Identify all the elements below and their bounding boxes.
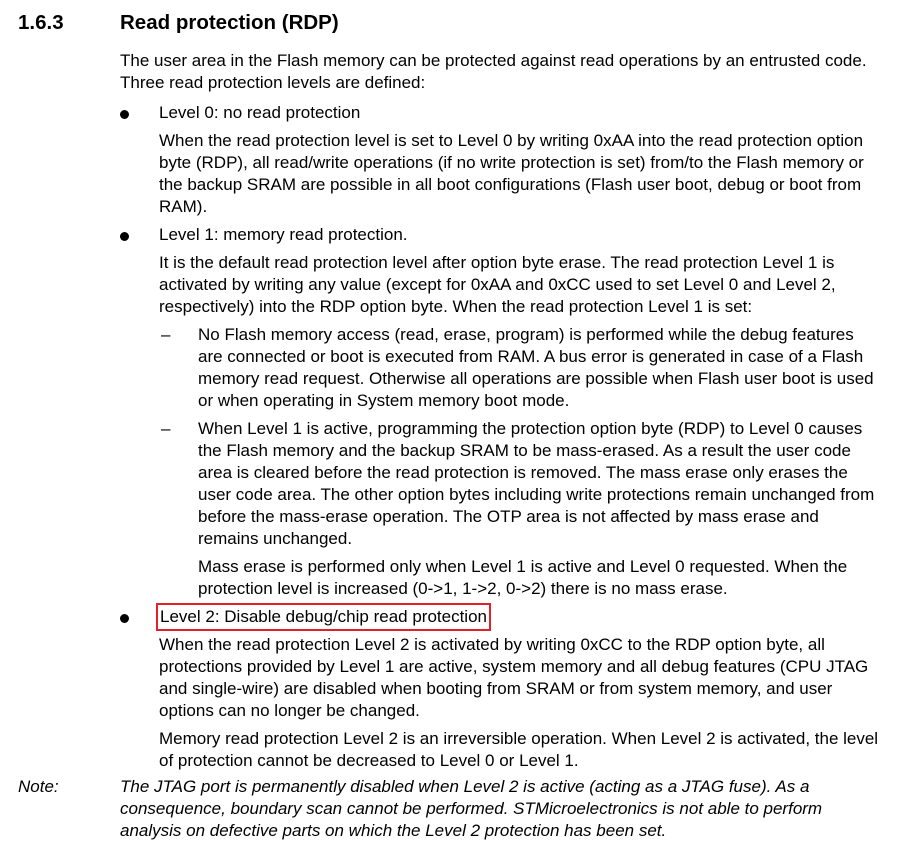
level-1-item <box>120 224 880 600</box>
section-body <box>120 50 880 778</box>
level-2-irreversible-paragraph: Memory read protection Level 2 is an irreversible operation. When Level 2 is activated, the level of protection cannot be decreased to Level 0 or Level 1. <box>159 729 879 770</box>
mass-erase-paragraph: Mass erase is performed only when Level 1 is active and Level 0 requested. When the protection level is increased (0->1, 1->2, 0->2) there is no mass erase. <box>198 557 848 598</box>
level-1-subitem <box>159 324 880 412</box>
section-title: Read protection (RDP) <box>120 11 339 34</box>
level-2-title-highlight: Level 2: Disable debug/chip read protection <box>160 607 487 626</box>
level-0-title: Level 0: no read protection <box>159 103 361 122</box>
bullet-icon <box>120 110 129 119</box>
level-0-description: When the read protection level is set to Level 0 by writing 0xAA into the read protection option byte (RDP), all read/write operations (if no write protection is set) from/to the Flash memory or the backup SRAM are possible in all boot configurations (Flash user boot, debug or boot from RAM). <box>159 131 864 216</box>
subitem-text: No Flash memory access (read, erase, program) is performed while the debug features are connected or boot is executed from RAM. A bus error is generated in case of a Flash memory read request. Otherwise all operations are possible when Flash user boot is used or when operating in System memory boot mode. <box>198 325 874 410</box>
note-block <box>18 776 878 842</box>
level-2-item <box>120 606 880 772</box>
level-1-subitem <box>159 418 880 600</box>
bullet-icon <box>120 232 129 241</box>
bullet-icon <box>120 614 129 623</box>
note-text: The JTAG port is permanently disabled when Level 2 is active (acting as a JTAG fuse). As a consequence, boundary scan cannot be performed. STMicroelectronics is not able to perform analysis on defective parts on which the Level 2 protection has been set. <box>120 777 823 840</box>
note-label: Note: <box>18 777 59 796</box>
level-2-description: When the read protection Level 2 is activated by writing 0xCC to the RDP option byte, all protections provided by Level 1 are active, system memory and all debug features (CPU JTAG and single-wire) are disabled when booting from SRAM or from system memory, and user options can no longer be changed. <box>159 635 869 720</box>
dash-icon: – <box>161 325 171 344</box>
level-2-title-line <box>159 606 880 628</box>
intro-paragraph: The user area in the Flash memory can be protected against read operations by an entrusted code. Three read protection levels are defined: <box>120 51 867 92</box>
section-number: 1.6.3 <box>18 11 64 34</box>
level-1-description: It is the default read protection level after option byte erase. The read protection Level 1 is activated by writing any value (except for 0xAA and 0xCC used to set Level 0 and Level 2, respectively) into the RDP option byte. When the read protection Level 1 is set: <box>159 253 836 316</box>
level-1-title: Level 1: memory read protection. <box>159 225 408 244</box>
subitem-text: When Level 1 is active, programming the protection option byte (RDP) to Level 0 causes the Flash memory and the backup SRAM to be mass-erased. As a result the user code area is cleared before the read protection is removed. The mass erase only erases the user code area. The other option bytes including write protections remain unchanged from before the mass-erase operation. The OTP area is not affected by mass erase and remains unchanged. <box>198 419 875 548</box>
dash-icon: – <box>161 419 171 438</box>
level-0-item <box>120 102 880 218</box>
